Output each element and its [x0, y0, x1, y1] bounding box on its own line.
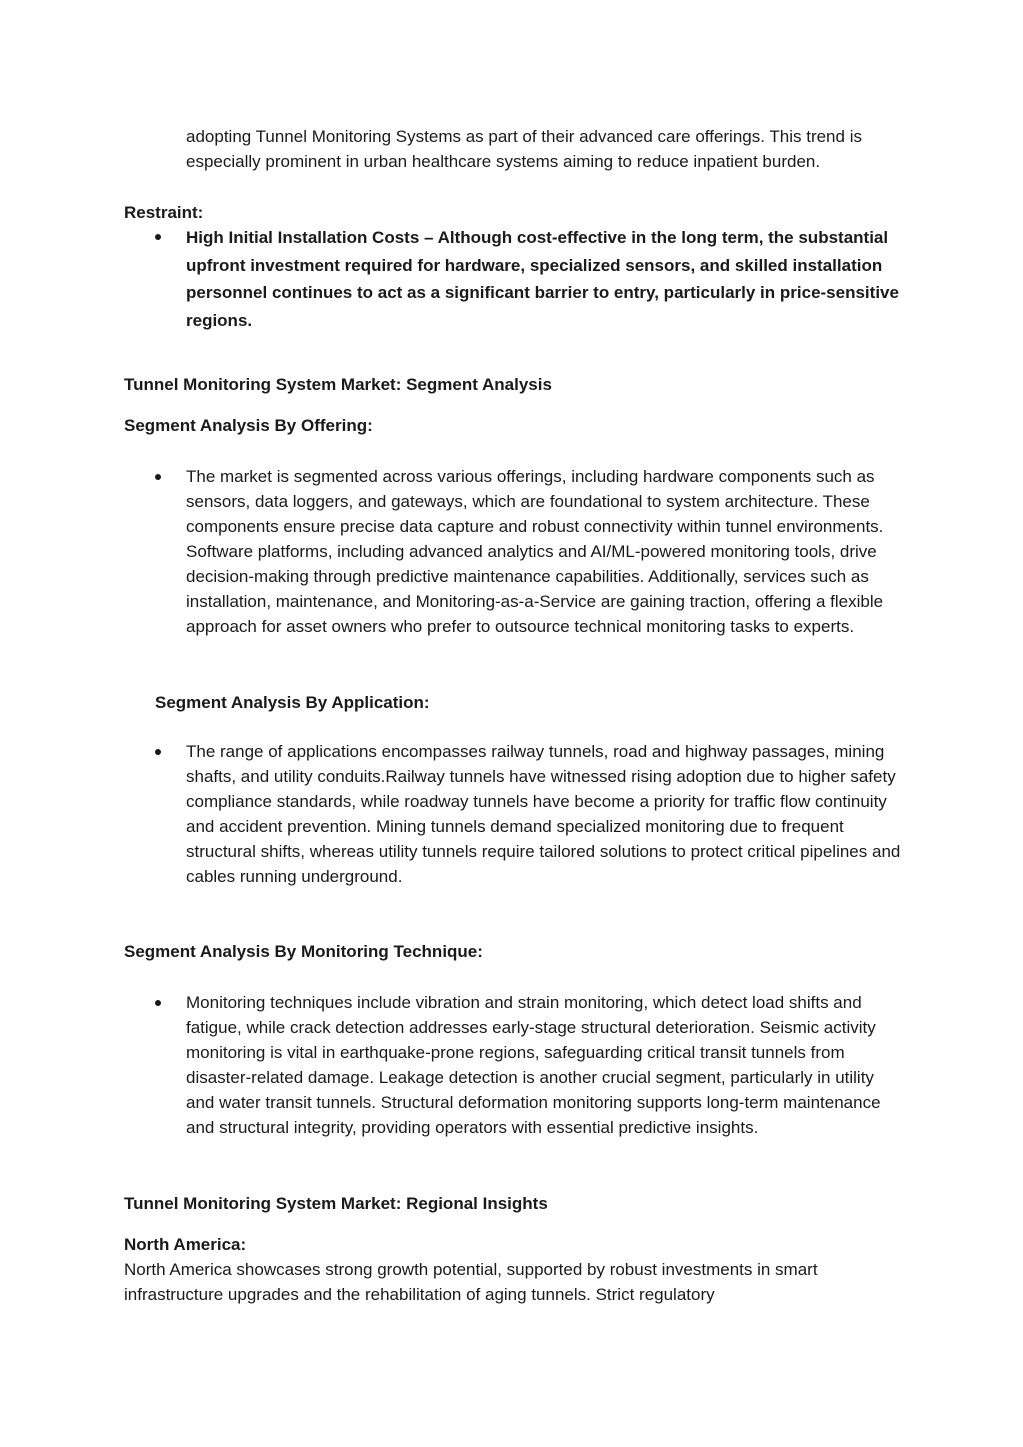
restraint-bullet-text: High Initial Installation Costs – Although cost-effective in the long term, the substantial upfront investment required for hardware, specialized sensors, and skilled installation personnel continues to act as a significant barrier to entry, particularly in price-sensitive regions. — [186, 228, 899, 330]
restraint-heading: Restraint: — [124, 203, 204, 222]
north-america-heading: North America: — [124, 1235, 247, 1254]
bullet-dot-icon — [155, 234, 161, 240]
offering-heading: Segment Analysis By Offering: — [124, 416, 373, 435]
application-heading: Segment Analysis By Application: — [155, 693, 430, 712]
segment-analysis-heading: Tunnel Monitoring System Market: Segment Analysis — [124, 375, 552, 394]
application-bullet-text: The range of applications encompasses railway tunnels, road and highway passages, mining shafts, and utility conduits.Railway tunnels have witnessed rising adoption due to higher safety compliance standards, while roadway tunnels have become a priority for traffic flow continuity and accident prevention. Mining tunnels demand specialized monitoring due to frequent structural shifts, whereas utility tunnels require tailored solutions to protect critical pipelines and cables running underground. — [186, 742, 901, 886]
technique-bullet-text: Monitoring techniques include vibration and strain monitoring, which detect load shifts and fatigue, while crack detection addresses early-stage structural deterioration. Seismic activity monitoring is vital in earthquake-prone regions, safeguarding critical transit tunnels from disaster-related damage. Leakage detection is another crucial segment, particularly in utility and water transit tunnels. Structural deformation monitoring supports long-term maintenance and structural integrity, providing operators with essential predictive insights. — [186, 993, 881, 1137]
bullet-dot-icon — [155, 749, 161, 755]
offering-bullet-text: The market is segmented across various offerings, including hardware components such as sensors, data loggers, and gateways, which are foundational to system architecture. These components ensure precise data capture and robust connectivity within tunnel environments. Software platforms, including advanced analytics and AI/ML-powered monitoring tools, drive decision-making through predictive maintenance capabilities. Additionally, services such as installation, maintenance, and Monitoring-as-a-Service are gaining traction, offering a flexible approach for asset owners who prefer to outsource technical monitoring tasks to experts. — [186, 467, 884, 636]
north-america-paragraph: North America showcases strong growth potential, supported by robust investments in smart infrastructure upgrades and the rehabilitation of aging tunnels. Strict regulatory — [124, 1260, 818, 1304]
intro-continuation-paragraph: adopting Tunnel Monitoring Systems as part of their advanced care offerings. This trend is especially prominent in urban healthcare systems aiming to reduce inpatient burden. — [186, 127, 862, 171]
technique-heading: Segment Analysis By Monitoring Technique: — [124, 942, 483, 961]
bullet-dot-icon — [155, 1000, 161, 1006]
regional-insights-heading: Tunnel Monitoring System Market: Regional Insights — [124, 1194, 548, 1213]
bullet-dot-icon — [155, 474, 161, 480]
